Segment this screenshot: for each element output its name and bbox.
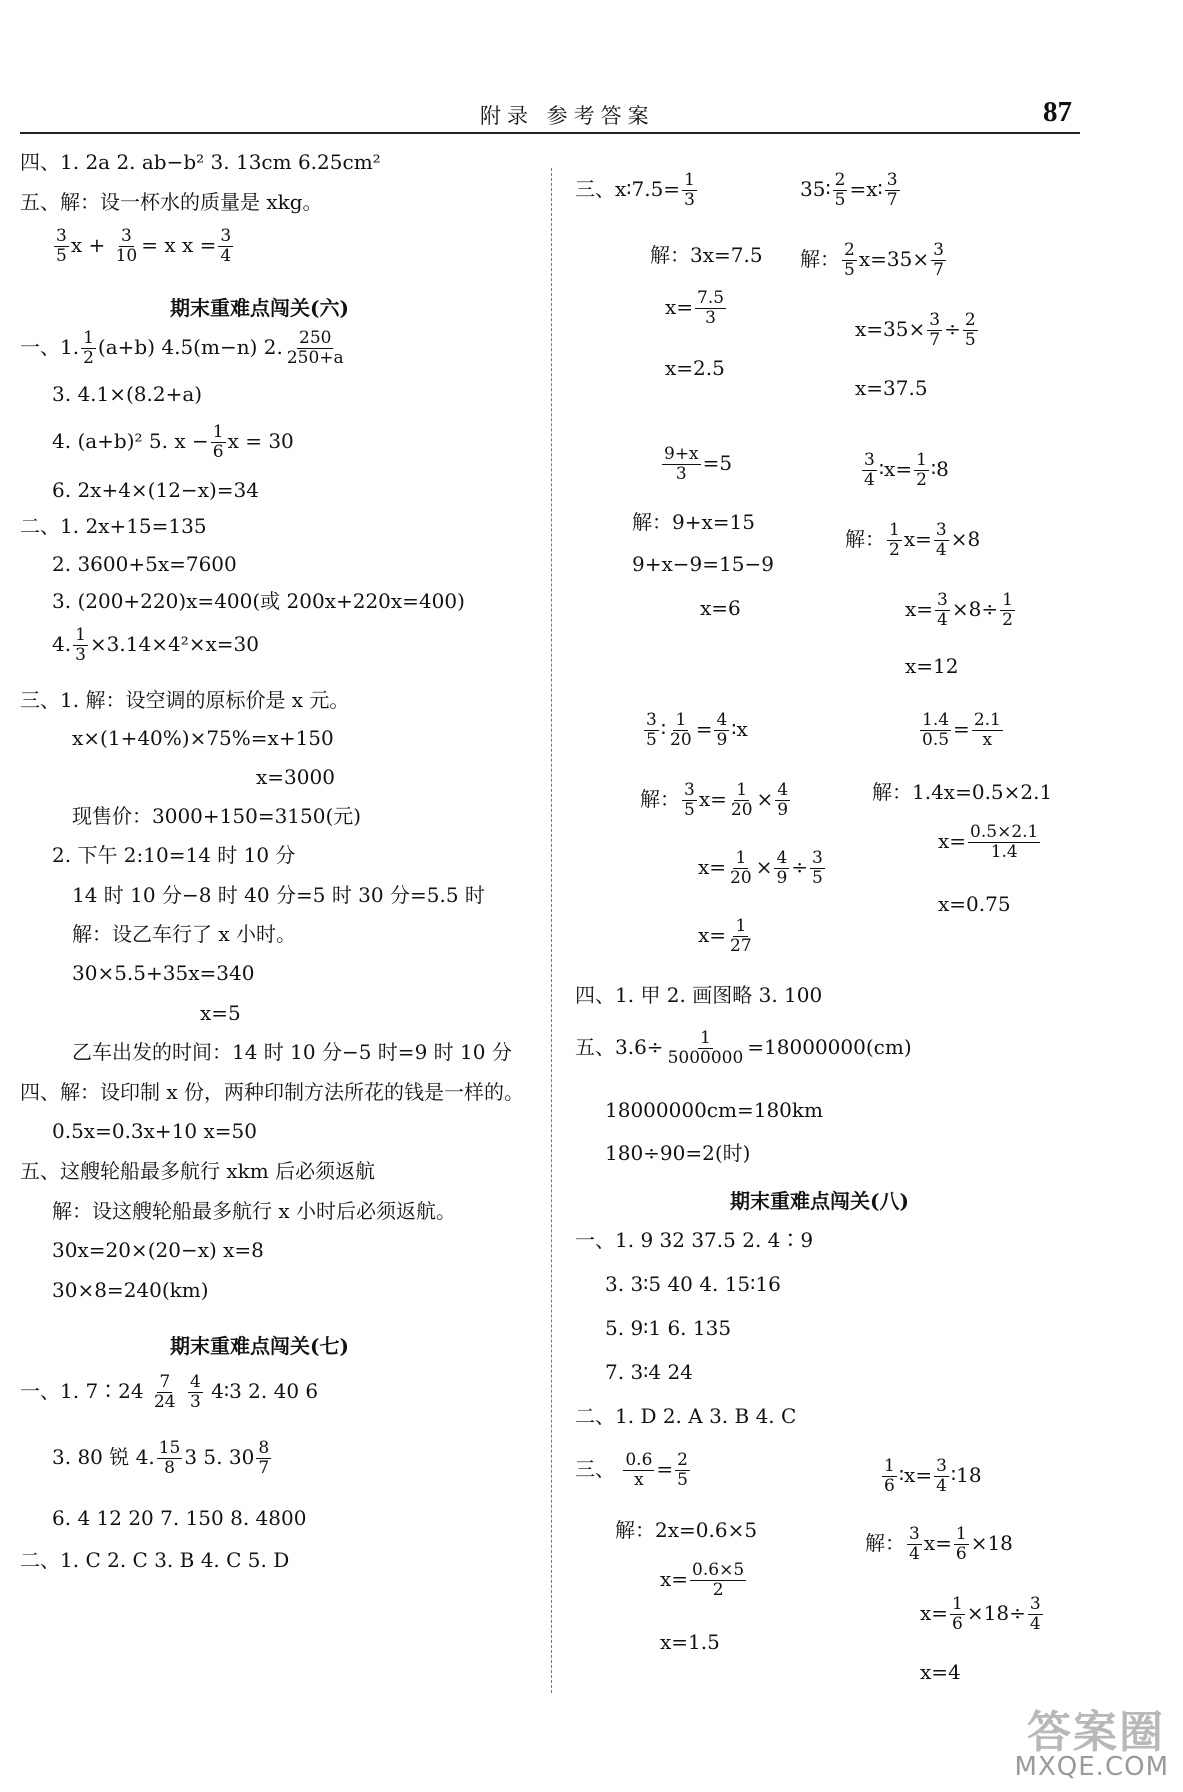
numerator: 8	[258, 1438, 270, 1458]
numerator: 0.6	[625, 1450, 653, 1470]
text-segment: ×	[756, 787, 774, 811]
denominator: 4	[937, 610, 948, 630]
numerator: 2	[834, 170, 846, 190]
answer-line: 5. 9∶1 6. 135	[605, 1316, 732, 1340]
fraction	[728, 850, 754, 887]
numerator: 1	[83, 328, 94, 348]
denominator: 3	[675, 464, 687, 484]
denominator: 9	[777, 800, 789, 820]
answer-line: 五、解：设一杯水的质量是 xkg。	[20, 190, 323, 214]
fraction	[774, 850, 789, 887]
equation-line	[698, 850, 827, 887]
text-segment: ∶x=	[898, 1463, 933, 1487]
fraction	[972, 712, 1003, 749]
numerator: 1.4	[922, 710, 950, 730]
denominator: 2	[916, 470, 927, 490]
fraction	[666, 1030, 746, 1067]
fraction	[934, 522, 949, 559]
answer-line	[52, 627, 259, 664]
text-segment: =x∶	[849, 177, 883, 201]
fraction	[714, 712, 729, 749]
text-segment: 三、x∶7.5=	[575, 177, 681, 201]
denominator: 1.4	[990, 842, 1018, 862]
answer-line: 180÷90=2(时)	[605, 1141, 751, 1165]
denominator: 2	[712, 1580, 724, 1600]
answer-line: 二、1. D 2. A 3. B 4. C	[575, 1404, 797, 1428]
column-divider	[551, 168, 552, 1693]
answer-line	[575, 1030, 912, 1067]
answer-line: 解：设乙车行了 x 小时。	[72, 922, 296, 946]
numerator: 4	[716, 710, 728, 730]
watermark	[974, 1696, 1169, 1782]
fraction	[833, 172, 848, 209]
answer-line: 四、解：设印制 x 份，两种印制方法所花的钱是一样的。	[20, 1080, 524, 1104]
fraction	[682, 172, 697, 209]
denominator: 4	[909, 1544, 920, 1564]
numerator: 4	[776, 848, 788, 868]
fraction	[842, 242, 857, 279]
text-segment: =5	[702, 451, 733, 475]
text-segment: =18000000(cm)	[747, 1035, 912, 1059]
fraction	[157, 1440, 183, 1477]
denominator: 7	[258, 1458, 270, 1478]
text-segment: 4∶3 2. 40 6	[211, 1379, 319, 1403]
answer-line: 30×5.5+35x=340	[72, 961, 255, 985]
numerator: 3	[646, 710, 657, 730]
equation-line: x=1.5	[660, 1630, 720, 1654]
answer-line	[52, 1440, 273, 1477]
numerator: 0.6×5	[692, 1560, 745, 1580]
fraction	[675, 1452, 690, 1489]
numerator: 3	[56, 226, 67, 246]
equation-line	[660, 446, 732, 483]
text-segment: ×8÷	[951, 597, 999, 621]
answer-line: 6. 2x+4×(12−x)=34	[52, 478, 259, 502]
section-heading: 期末重难点闯关(七)	[170, 1334, 349, 1358]
text-segment: ×18÷	[966, 1601, 1026, 1625]
answer-line: 三、1. 解：设空调的原标价是 x 元。	[20, 688, 350, 712]
text-segment: 三、	[575, 1457, 615, 1481]
denominator: 2	[1002, 610, 1013, 630]
denominator: 27	[730, 936, 752, 956]
numerator: 3	[937, 590, 948, 610]
fraction	[954, 1526, 969, 1563]
denominator: 4	[220, 246, 232, 266]
numerator: 1	[675, 710, 687, 730]
equation-line	[575, 1452, 692, 1489]
fraction	[728, 918, 754, 955]
denominator: 3	[705, 308, 716, 328]
equation-line: x=0.75	[938, 892, 1011, 916]
answer-line: 3. 3∶5 40 4. 15∶16	[605, 1272, 781, 1296]
equation-line: x=37.5	[855, 376, 928, 400]
numerator: 4	[777, 780, 789, 800]
numerator: 0.5×2.1	[970, 822, 1039, 842]
watermark-logo: 答案圈	[1027, 1707, 1165, 1758]
denominator: 20	[730, 800, 753, 820]
denominator: 5	[844, 260, 855, 280]
text-segment: 3 5. 30	[184, 1445, 255, 1469]
answer-line: x×(1+40%)×75%=x+150	[72, 726, 334, 750]
fraction	[211, 424, 226, 461]
text-segment: =	[656, 1457, 674, 1481]
equation-line	[880, 1458, 982, 1495]
text-segment: ×18	[970, 1531, 1013, 1555]
fraction	[662, 446, 701, 483]
numerator: 3	[933, 240, 944, 260]
fraction	[885, 172, 900, 209]
equation-line: x=2.5	[665, 356, 725, 380]
numerator: 3	[909, 1524, 920, 1544]
numerator: 2	[964, 310, 976, 330]
equation-line	[938, 824, 1042, 861]
text-segment: ÷	[791, 855, 809, 879]
numerator: 1	[952, 1594, 963, 1614]
answer-line: 2. 3600+5x=7600	[52, 552, 237, 576]
text-segment: x=	[698, 855, 727, 879]
fraction	[73, 627, 88, 664]
denominator: 4	[935, 540, 947, 560]
text-segment: x=	[698, 923, 727, 947]
equation-line	[918, 712, 1005, 749]
text-segment: x=35×	[858, 247, 930, 271]
answer-line: 18000000cm=180km	[605, 1098, 823, 1122]
numerator: 15	[158, 1438, 181, 1458]
answer-line: 五、这艘轮船最多航行 xkm 后必须返航	[20, 1159, 376, 1183]
numerator: 1	[700, 1028, 711, 1048]
denominator: 2	[83, 348, 94, 368]
fraction	[935, 592, 950, 629]
text-segment: 解：	[800, 247, 840, 271]
denominator: 24	[153, 1392, 176, 1412]
denominator: 6	[884, 1476, 895, 1496]
denominator: 6	[212, 442, 224, 462]
fraction	[914, 452, 929, 489]
answer-line: 现售价：3000+150=3150(元)	[72, 804, 362, 828]
text-segment: ×	[755, 855, 773, 879]
answer-line: 0.5x=0.3x+10 x=50	[52, 1119, 257, 1143]
fraction	[114, 228, 140, 265]
numerator: 1	[75, 625, 86, 645]
text-segment: 解：	[845, 527, 885, 551]
text-segment: 一、1.	[20, 335, 80, 359]
numerator: 1	[736, 780, 748, 800]
text-segment: 一、1. 7∶24	[20, 1379, 144, 1403]
equation-line	[665, 290, 728, 327]
denominator: 3	[189, 1392, 201, 1412]
text-segment: 3. 80 锐 4.	[52, 1445, 155, 1469]
text-segment: ×8	[950, 527, 981, 551]
denominator: 5	[964, 330, 976, 350]
numerator: 1	[955, 1524, 967, 1544]
text-segment: 解：	[640, 787, 680, 811]
watermark-text: MXQE.COM	[1014, 1752, 1169, 1782]
numerator: 2.1	[973, 710, 1001, 730]
answer-line: x=3000	[256, 765, 335, 789]
text-segment: ∶	[660, 717, 667, 741]
denominator: 10	[115, 246, 138, 266]
section-heading: 期末重难点闯关(六)	[170, 296, 349, 320]
numerator: 1	[884, 1456, 895, 1476]
fraction	[285, 330, 346, 367]
equation-line	[860, 452, 949, 489]
fraction	[963, 312, 978, 349]
text-segment: = x x =	[141, 233, 217, 257]
denominator: 20	[730, 868, 752, 888]
answer-line: 一、1. 9 32 37.5 2. 4∶9	[575, 1228, 814, 1252]
fraction	[887, 522, 902, 559]
numerator: 3	[121, 226, 132, 246]
fraction	[81, 330, 96, 367]
numerator: 1	[684, 170, 695, 190]
fraction	[256, 1440, 271, 1477]
numerator: 3	[812, 848, 823, 868]
text-segment: x = 30	[227, 429, 294, 453]
text-segment: ÷	[944, 317, 961, 341]
answer-line: 7. 3∶4 24	[605, 1360, 693, 1384]
text-segment: 4.	[52, 632, 72, 656]
text-segment: x=	[660, 1567, 689, 1591]
fraction	[810, 850, 825, 887]
numerator: 3	[864, 450, 875, 470]
denominator: 5	[684, 800, 695, 820]
text-segment: 解：	[865, 1531, 905, 1555]
numerator: 3	[929, 310, 941, 330]
numerator: 2	[677, 1450, 688, 1470]
fraction	[920, 712, 951, 749]
text-segment: =	[953, 717, 970, 741]
denominator: 5	[646, 730, 657, 750]
fraction	[644, 712, 659, 749]
page-number: 87	[1043, 96, 1072, 128]
denominator: 5	[677, 1470, 688, 1490]
text-segment: x=	[923, 1531, 952, 1555]
equation-line	[642, 712, 748, 749]
answer-line: 30×8=240(km)	[52, 1278, 209, 1302]
equation-line	[52, 228, 235, 265]
numerator: 3	[684, 780, 695, 800]
denominator: 3	[75, 645, 86, 665]
fraction	[54, 228, 69, 265]
fraction	[882, 1458, 897, 1495]
text-segment: ×3.14×4²×x=30	[89, 632, 259, 656]
numerator: 1	[889, 520, 900, 540]
answer-line: 3. (200+220)x=400(或 200x+220x=400)	[52, 589, 465, 613]
denominator: 7	[933, 260, 944, 280]
fraction	[668, 712, 694, 749]
answer-line: 2. 下午 2:10=14 时 10 分	[52, 843, 296, 867]
answer-line	[20, 1374, 318, 1411]
numerator: 1	[735, 916, 747, 936]
fraction	[152, 1374, 178, 1411]
equation-line	[920, 1596, 1045, 1633]
denominator: 5000000	[667, 1048, 744, 1068]
text-segment: 4. (a+b)² 5. x −	[52, 429, 209, 453]
answer-line: 乙车出发的时间：14 时 10 分−5 时=9 时 10 分	[72, 1040, 512, 1064]
numerator: 3	[886, 170, 898, 190]
equation-line	[698, 918, 756, 955]
text-segment: 五、3.6÷	[575, 1035, 664, 1059]
denominator: 3	[684, 190, 695, 210]
denominator: x	[982, 730, 993, 750]
numerator: 3	[936, 1456, 947, 1476]
denominator: 7	[886, 190, 898, 210]
denominator: 0.5	[922, 730, 950, 750]
text-segment: 35∶	[800, 177, 831, 201]
equation-line: 解：1.4x=0.5×2.1	[872, 780, 1053, 804]
answer-line: 二、1. C 2. C 3. B 4. C 5. D	[20, 1548, 290, 1572]
fraction	[968, 824, 1040, 861]
text-segment: x=	[903, 527, 932, 551]
answer-line: 二、1. 2x+15=135	[20, 514, 207, 538]
text-segment: ∶18	[950, 1463, 982, 1487]
fraction	[690, 1562, 746, 1599]
numerator: 3	[1029, 1594, 1041, 1614]
equation-line	[800, 242, 948, 279]
denominator: 2	[889, 540, 900, 560]
denominator: 6	[952, 1614, 963, 1634]
denominator: 5	[56, 246, 67, 266]
fraction	[775, 782, 790, 819]
numerator: 1	[1002, 590, 1013, 610]
equation-line	[865, 1526, 1013, 1563]
answer-line: 四、1. 甲 2. 画图略 3. 100	[575, 983, 823, 1007]
numerator: 3	[935, 520, 947, 540]
equation-line	[640, 782, 792, 819]
equation-line: 9+x−9=15−9	[632, 552, 774, 576]
denominator: 6	[955, 1544, 967, 1564]
numerator: 4	[189, 1372, 201, 1392]
denominator: 9	[716, 730, 728, 750]
fraction	[1028, 1596, 1043, 1633]
numerator: 250	[299, 328, 332, 348]
answer-line	[20, 330, 348, 367]
numerator: 1	[735, 848, 747, 868]
denominator: 5	[834, 190, 846, 210]
fraction	[931, 242, 946, 279]
numerator: 1	[916, 450, 927, 470]
equation-line	[845, 522, 980, 559]
text-segment: =	[695, 717, 713, 741]
fraction	[682, 782, 697, 819]
fraction	[950, 1596, 965, 1633]
text-segment: ∶x	[731, 717, 748, 741]
fraction	[934, 1458, 949, 1495]
text-segment: x=	[938, 829, 967, 853]
text-segment: x=	[905, 597, 934, 621]
denominator: 4	[936, 1476, 947, 1496]
text-segment: x +	[70, 233, 112, 257]
text-segment: ∶8	[930, 457, 949, 481]
denominator: 9	[776, 868, 788, 888]
numerator: 7.5	[697, 288, 725, 308]
equation-line: x=12	[905, 654, 959, 678]
text-segment: x=	[665, 295, 694, 319]
denominator: 4	[1029, 1614, 1041, 1634]
header-title: 附录 参考答案	[480, 104, 655, 128]
answer-line: 四、1. 2a 2. ab−b² 3. 13cm 6.25cm²	[20, 150, 381, 174]
text-segment: x=	[920, 1601, 949, 1625]
denominator: 5	[812, 868, 823, 888]
denominator: 4	[864, 470, 875, 490]
numerator: 9+x	[664, 444, 699, 464]
section-heading: 期末重难点闯关(八)	[730, 1189, 909, 1213]
fraction	[623, 1452, 654, 1489]
equation-line	[575, 172, 699, 209]
answer-line: 30x=20×(20−x) x=8	[52, 1238, 264, 1262]
text-segment: x=	[698, 787, 727, 811]
answer-line: 解：设这艘轮船最多航行 x 小时后必须返航。	[52, 1199, 456, 1223]
numerator: 3	[220, 226, 232, 246]
page-header	[20, 84, 1080, 134]
text-segment: x=35×	[855, 317, 926, 341]
fraction	[729, 782, 755, 819]
equation-line: 解：9+x=15	[632, 510, 755, 534]
answer-line	[52, 424, 294, 461]
text-segment: ∶x=	[878, 457, 913, 481]
fraction	[218, 228, 233, 265]
denominator: x	[634, 1470, 644, 1490]
equation-line	[905, 592, 1017, 629]
answer-line: 3. 4.1×(8.2+a)	[52, 382, 203, 406]
answer-line: x=5	[200, 1001, 241, 1025]
denominator: 7	[929, 330, 941, 350]
fraction	[862, 452, 877, 489]
equation-line: x=6	[700, 596, 741, 620]
numerator: 2	[844, 240, 855, 260]
denominator: 8	[164, 1458, 175, 1478]
numerator: 7	[159, 1372, 171, 1392]
fraction	[695, 290, 726, 327]
equation-line	[855, 312, 980, 349]
denominator: 250+a	[286, 348, 344, 368]
answer-line: 14 时 10 分−8 时 40 分=5 时 30 分=5.5 时	[72, 883, 485, 907]
numerator: 1	[212, 422, 224, 442]
answer-line: 6. 4 12 20 7. 150 8. 4800	[52, 1506, 307, 1530]
equation-line	[800, 172, 902, 209]
text-segment: (a+b) 4.5(m−n) 2.	[97, 335, 283, 359]
equation-line: 解：3x=7.5	[650, 243, 763, 267]
fraction	[188, 1374, 203, 1411]
fraction	[907, 1526, 922, 1563]
equation-line	[660, 1562, 748, 1599]
fraction	[1000, 592, 1015, 629]
fraction	[927, 312, 942, 349]
equation-line: x=4	[920, 1660, 961, 1684]
denominator: 20	[670, 730, 692, 750]
equation-line: 解：2x=0.6×5	[615, 1518, 758, 1542]
